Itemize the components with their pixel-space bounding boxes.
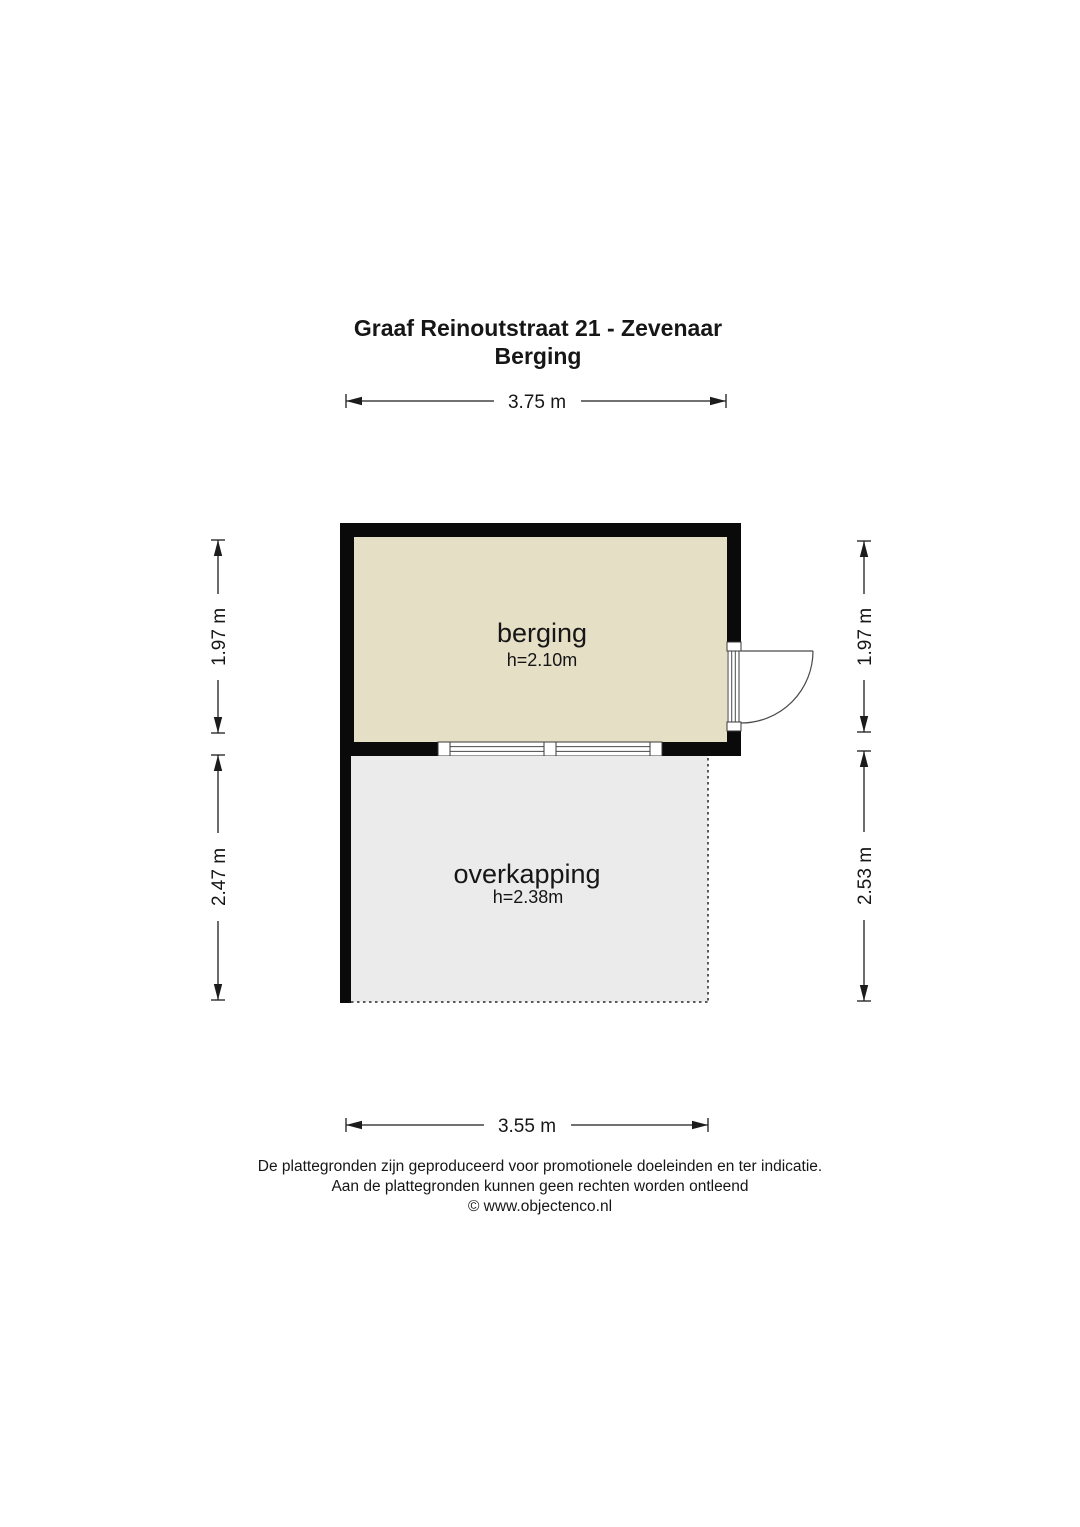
copyright-line: © www.objectenco.nl (467, 1198, 613, 1215)
dimension-bottom (346, 1116, 708, 1137)
arrowhead-down-icon (214, 984, 222, 1000)
dimension-left-lower-label: 2.47 m (209, 847, 230, 907)
room-overkapping (340, 756, 708, 1003)
overkapping-wall-left (340, 756, 351, 1003)
door-jamb-top (727, 642, 741, 651)
window-jamb-right (650, 742, 662, 756)
door-jamb-bottom (727, 722, 741, 731)
wall-bottom-left (340, 742, 438, 756)
arrowhead-up-icon (214, 540, 222, 556)
overkapping-height-label: h=2.38m (492, 887, 564, 907)
dimension-top-label: 3.75 m (507, 392, 567, 413)
arrowhead-down-icon (860, 716, 868, 732)
wall-bottom-right (662, 742, 741, 756)
arrowhead-down-icon (860, 985, 868, 1001)
dimension-left-upper (209, 540, 230, 733)
wall-left (340, 523, 354, 756)
room-berging (340, 523, 813, 756)
plan-title-subtitle: Berging (494, 343, 582, 369)
arrowhead-up-icon (860, 541, 868, 557)
plan-title-address: Graaf Reinoutstraat 21 - Zevenaar (353, 315, 723, 341)
dimension-right-lower-label: 2.53 m (855, 846, 876, 906)
arrowhead-down-icon (214, 717, 222, 733)
berging-height-label: h=2.10m (506, 650, 578, 670)
wall-top (340, 523, 741, 537)
overkapping-label: overkapping (453, 859, 601, 889)
dimension-right-upper-label: 1.97 m (855, 607, 876, 667)
window (438, 742, 662, 756)
arrowhead-right-icon (692, 1121, 708, 1129)
dimension-bottom-label: 3.55 m (497, 1116, 557, 1137)
wall-right-upper (727, 523, 741, 642)
dimension-top (346, 392, 726, 413)
door (727, 642, 813, 731)
dimension-left-upper-label: 1.97 m (209, 607, 230, 667)
arrowhead-up-icon (860, 751, 868, 767)
door-swing-arc (741, 651, 813, 723)
dimension-right-lower (855, 751, 876, 1001)
arrowhead-up-icon (214, 755, 222, 771)
dimension-right-upper (855, 541, 876, 732)
disclaimer-line-2: Aan de plattegronden kunnen geen rechten worden ontleend (331, 1178, 749, 1195)
window-mullion (544, 742, 556, 756)
dimension-left-lower (209, 755, 230, 1000)
window-jamb-left (438, 742, 450, 756)
disclaimer-line-1: De plattegronden zijn geproduceerd voor promotionele doeleinden en ter indicatie. (257, 1158, 823, 1175)
door-frame (728, 651, 739, 722)
footer-disclaimer (258, 1158, 822, 1215)
arrowhead-right-icon (710, 397, 726, 405)
arrowhead-left-icon (346, 397, 362, 405)
berging-label: berging (496, 618, 588, 648)
arrowhead-left-icon (346, 1121, 362, 1129)
